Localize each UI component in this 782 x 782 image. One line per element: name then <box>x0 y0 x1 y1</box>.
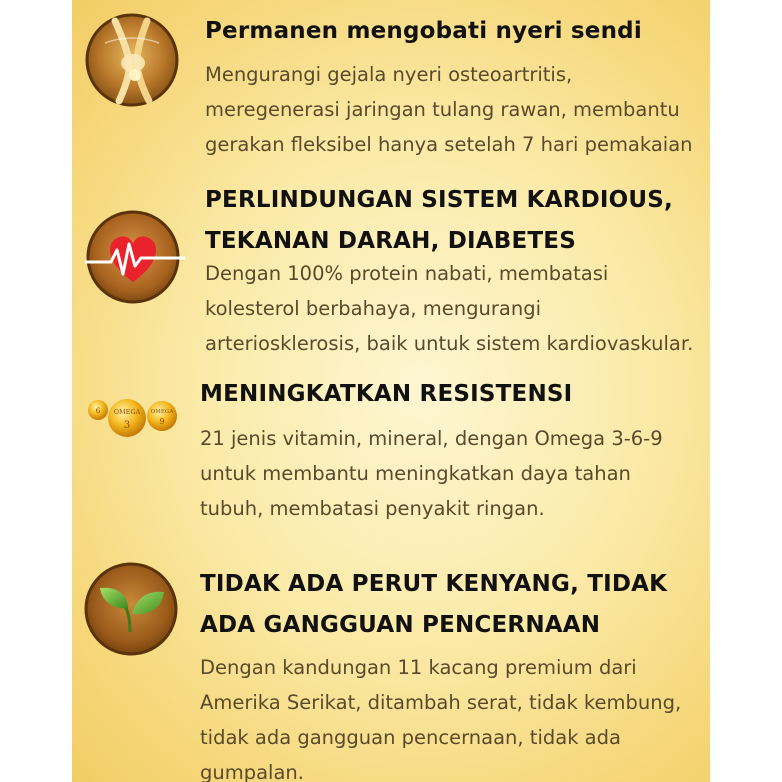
capsule-label: 9 <box>159 417 165 426</box>
feature-description: Mengurangi gejala nyeri osteoartritis, meregenerasi jaringan tulang rawan, membantu gerakan fleksibel hanya setelah 7 hari pemakaian <box>205 63 693 156</box>
feature-title: PERLINDUNGAN SISTEM KARDIOUS, TEKANAN DARAH, DIABETES <box>205 187 673 254</box>
feature-description: Dengan kandungan 11 kacang premium dari Amerika Serikat, ditambah serat, tidak kembung, tidak ada gangguan pencernaan, tidak ada gumpalan. <box>200 656 682 782</box>
omega-capsules-icon <box>86 390 180 448</box>
leaf-sprout-icon <box>84 562 178 656</box>
capsule-label: OMEGA <box>113 408 141 416</box>
capsule-label: 6 <box>95 407 101 415</box>
feature-title: Permanen mengobati nyeri sendi <box>205 18 642 44</box>
product-benefits-panel <box>72 0 710 782</box>
feature-description: Dengan 100% protein nabati, membatasi kolesterol berbahaya, mengurangi arteriosklerosis, baik untuk sistem kardiovaskular. <box>205 262 694 355</box>
feature-title: MENINGKATKAN RESISTENSI <box>200 381 573 407</box>
feature-description: 21 jenis vitamin, mineral, dengan Omega 3-6-9 untuk membantu meningkatkan daya tahan tubuh, membatasi penyakit ringan. <box>200 427 663 520</box>
capsule-label: 3 <box>123 420 131 431</box>
feature-title: TIDAK ADA PERUT KENYANG, TIDAK ADA GANGGUAN PENCERNAAN <box>200 571 668 638</box>
heart-pulse-icon <box>85 208 185 306</box>
capsule-label: OMEGA <box>150 409 174 415</box>
knee-joint-icon <box>85 13 179 107</box>
